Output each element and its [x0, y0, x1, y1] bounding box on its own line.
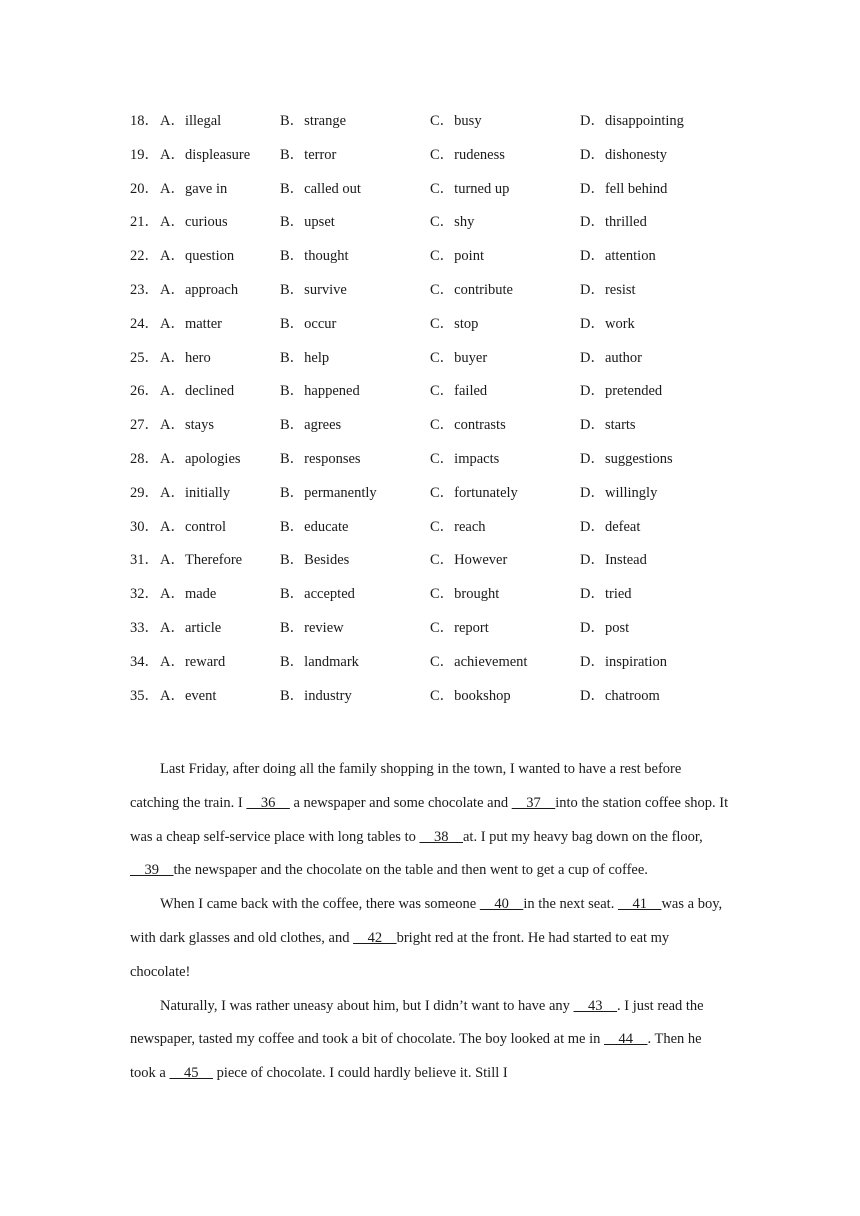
question-number: 19． [130, 146, 159, 163]
option-a: A．stays [160, 417, 214, 434]
passage-paragraph-2 [130, 888, 730, 989]
question-row [130, 584, 770, 618]
option-a: A．hero [160, 349, 211, 366]
option-d: D．disappointing [580, 113, 684, 129]
option-c: C．achievement [430, 653, 528, 670]
option-d: D．dishonesty [580, 146, 667, 163]
option-a: A．event [160, 687, 217, 704]
blank-41: 41 [617, 896, 662, 913]
passage-text: the newspaper and the chocolate on the table and then went to get a cup of coffee. [173, 862, 648, 879]
question-number: 21． [130, 214, 159, 231]
option-b: B．landmark [280, 653, 359, 670]
option-c: C．rudeness [430, 146, 505, 163]
question-row [130, 618, 770, 652]
blank-43: 43 [573, 997, 618, 1014]
passage-text: Last Friday, after doing all the family shopping in the town, I wanted to have a rest before catching the train. I [130, 761, 682, 811]
passage-text: in the next seat. [523, 896, 618, 913]
passage-text: bright red at the front. He had started to eat my chocolate! [130, 929, 670, 980]
option-c: C．reach [430, 518, 486, 535]
question-row [130, 652, 770, 686]
blank-37: 37 [511, 794, 556, 811]
option-b: B．called out [280, 180, 361, 197]
option-a: A．declined [160, 383, 235, 400]
option-d: D．fell behind [580, 180, 668, 197]
question-number: 29． [130, 484, 159, 501]
option-b: B．happened [280, 383, 360, 400]
option-b: B．permanently [280, 484, 377, 501]
option-c: C．shy [430, 214, 475, 231]
option-d: D．attention [580, 248, 656, 265]
blank-45: 45 [169, 1065, 213, 1082]
passage-text: . I just read the newspaper, tasted my coffee and took a bit of chocolate. The boy looked at me in [130, 997, 704, 1048]
blank-42: 42 [353, 929, 397, 946]
option-d: D．pretended [580, 383, 663, 400]
option-d: D．post [580, 619, 630, 636]
option-a: A．gave in [160, 180, 228, 197]
option-b: B．strange [280, 113, 347, 129]
option-a: A．displeasure [160, 146, 251, 163]
question-row [130, 246, 770, 280]
question-number: 31． [130, 552, 159, 569]
option-b: B．industry [280, 687, 352, 704]
option-c: C．However [430, 552, 508, 569]
option-d: D．suggestions [580, 450, 673, 467]
passage-text: was a boy, with dark glasses and old clothes, and [130, 896, 723, 946]
option-c: C．contribute [430, 281, 513, 298]
option-c: C．brought [430, 586, 500, 603]
option-a: A．curious [160, 214, 228, 231]
cloze-passage [130, 753, 730, 1091]
question-row [130, 179, 770, 213]
option-d: D．author [580, 349, 643, 366]
option-d: D．defeat [580, 518, 641, 535]
option-b: B．occur [280, 315, 337, 332]
option-c: C．contrasts [430, 417, 506, 434]
question-number: 18． [130, 113, 159, 129]
option-b: B．Besides [280, 552, 350, 569]
option-b: B．terror [280, 146, 337, 163]
option-c: C．busy [430, 113, 482, 129]
question-number: 30． [130, 518, 159, 535]
question-number: 26． [130, 383, 159, 400]
question-row [130, 449, 770, 483]
passage-text: . Then he took a [130, 1031, 702, 1082]
question-number: 23． [130, 281, 159, 298]
option-d: D．tried [580, 586, 632, 603]
passage-text: into the station coffee shop. It was a cheap self-service place with long tables to [130, 794, 729, 845]
option-d: D．Instead [580, 552, 647, 569]
question-row [130, 145, 770, 179]
option-c: C．impacts [430, 450, 500, 467]
question-number: 20． [130, 180, 159, 197]
option-c: C．buyer [430, 349, 488, 366]
option-c: C．point [430, 248, 484, 265]
option-b: B．agrees [280, 417, 342, 434]
question-row [130, 280, 770, 314]
question-number: 28． [130, 450, 159, 467]
question-row [130, 686, 770, 720]
question-number: 34． [130, 653, 159, 670]
question-row [130, 483, 770, 517]
option-c: C．fortunately [430, 484, 518, 501]
option-a: A．apologies [160, 450, 241, 467]
option-b: B．upset [280, 214, 335, 231]
question-number: 32． [130, 586, 159, 603]
option-c: C．stop [430, 315, 479, 332]
option-b: B．review [280, 619, 344, 636]
question-number: 24． [130, 315, 159, 332]
passage-paragraph-1 [130, 753, 730, 888]
option-a: A．control [160, 518, 227, 535]
passage-text: a newspaper and some chocolate and [289, 794, 512, 811]
blank-36: 36 [246, 794, 290, 811]
question-row [130, 348, 770, 382]
option-d: D．work [580, 315, 635, 332]
blank-44: 44 [604, 1031, 648, 1048]
answer-options-list [130, 111, 770, 719]
option-d: D．chatroom [580, 687, 660, 704]
option-b: B．responses [280, 450, 361, 467]
option-b: B．survive [280, 281, 347, 298]
question-number: 22． [130, 248, 159, 265]
option-d: D．resist [580, 281, 636, 298]
option-b: B．help [280, 349, 330, 366]
option-a: A．reward [160, 653, 226, 670]
question-row [130, 517, 770, 551]
passage-text: When I came back with the coffee, there was someone [160, 896, 480, 913]
option-a: A．initially [160, 484, 231, 501]
option-a: A．question [160, 248, 235, 265]
option-c: C．report [430, 619, 489, 636]
blank-39: 39 [130, 862, 174, 879]
option-a: A．approach [160, 281, 239, 298]
question-row [130, 314, 770, 348]
passage-paragraph-3 [130, 990, 730, 1091]
option-a: A．matter [160, 315, 223, 332]
option-b: B．thought [280, 248, 349, 265]
option-d: D．inspiration [580, 653, 667, 670]
question-row [130, 111, 770, 145]
option-c: C．turned up [430, 180, 510, 197]
option-a: A．Therefore [160, 552, 243, 569]
option-d: D．willingly [580, 484, 658, 501]
option-d: D．thrilled [580, 214, 647, 231]
option-d: D．starts [580, 417, 636, 434]
passage-text: Naturally, I was rather uneasy about him, but I didn’t want to have any [160, 997, 574, 1014]
question-number: 35． [130, 687, 159, 704]
question-number: 27． [130, 417, 159, 434]
question-number: 25． [130, 349, 159, 366]
question-row [130, 381, 770, 415]
option-c: C．bookshop [430, 687, 511, 704]
blank-40: 40 [479, 896, 524, 913]
question-row [130, 212, 770, 246]
option-b: B．accepted [280, 586, 355, 603]
blank-38: 38 [419, 828, 463, 845]
question-row [130, 550, 770, 584]
option-a: A．illegal [160, 113, 222, 129]
option-b: B．educate [280, 518, 349, 535]
question-row [130, 415, 770, 449]
option-a: A．made [160, 586, 217, 603]
option-a: A．article [160, 619, 222, 636]
passage-text: at. I put my heavy bag down on the floor, [462, 828, 703, 845]
option-c: C．failed [430, 383, 488, 400]
passage-text: piece of chocolate. I could hardly believe it. Still I [212, 1065, 508, 1082]
question-number: 33． [130, 619, 159, 636]
